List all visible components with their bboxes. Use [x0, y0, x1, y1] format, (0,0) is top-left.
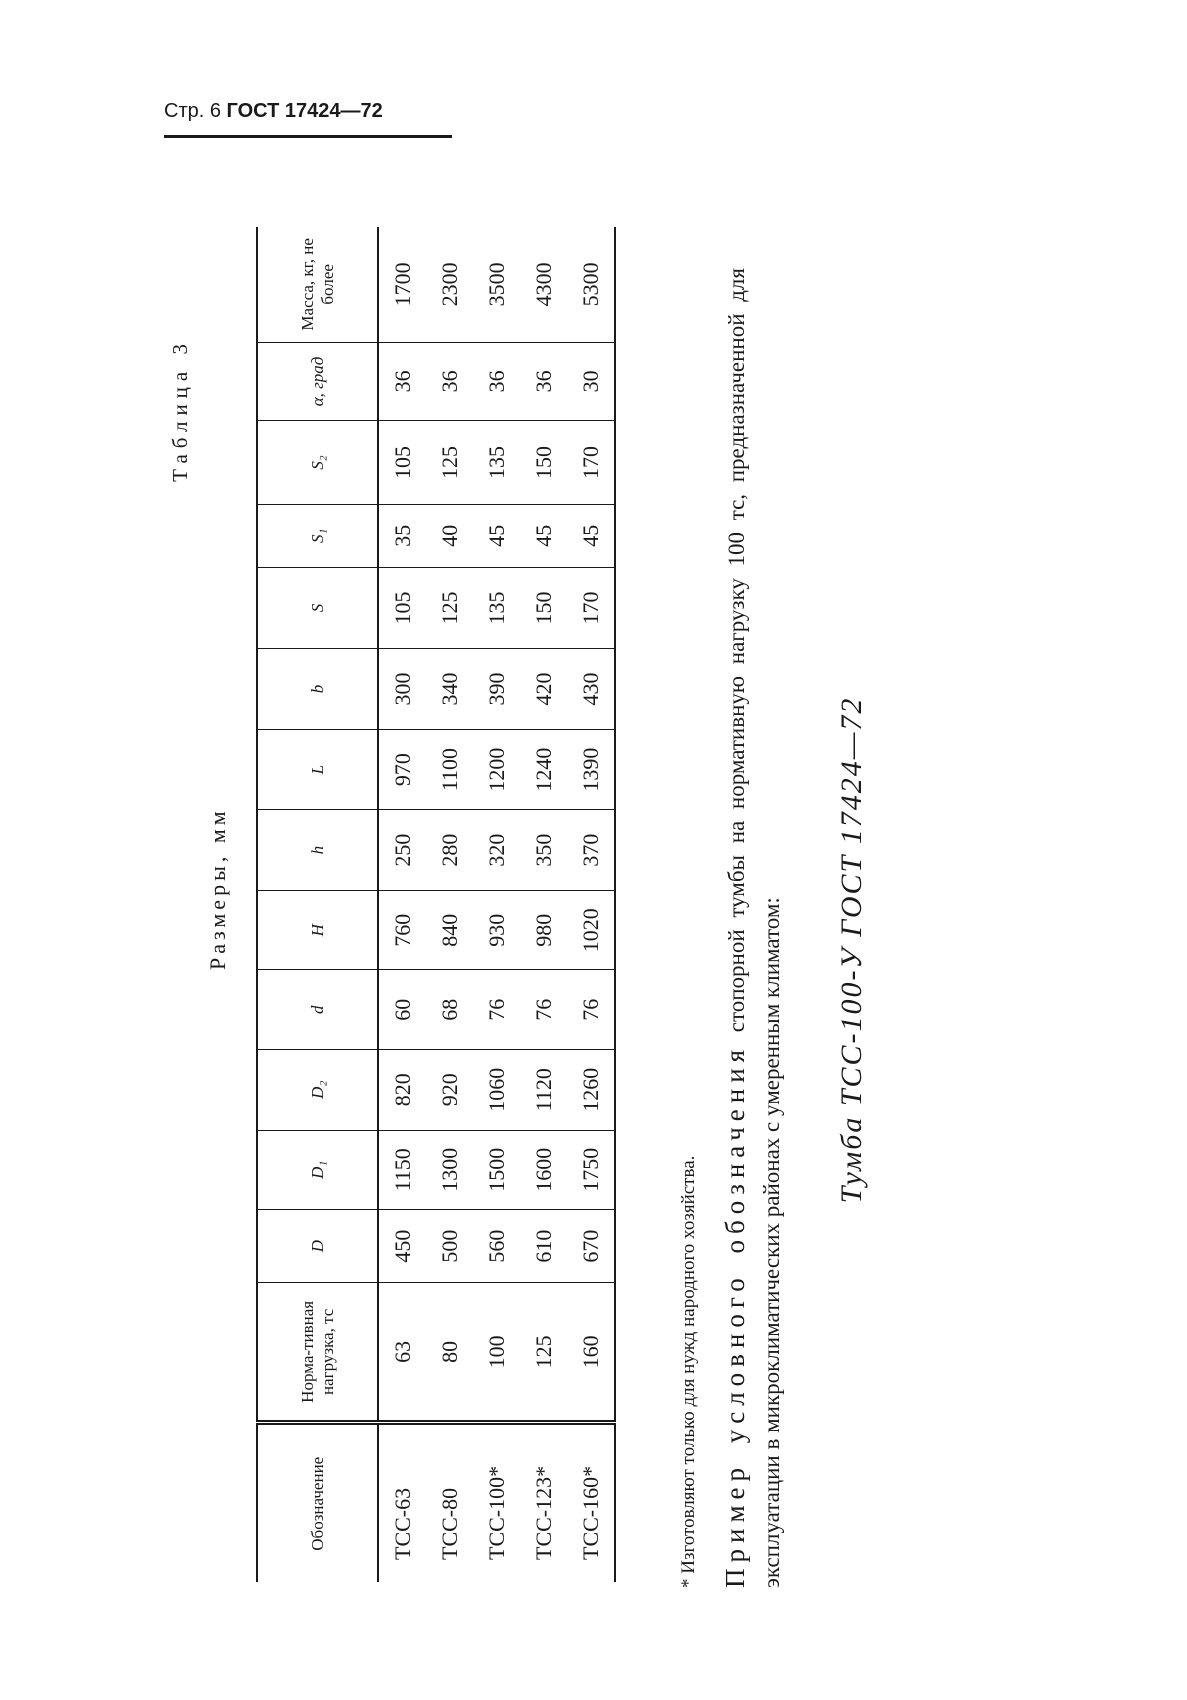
column-header-5: d: [257, 970, 378, 1050]
table-caption: Таблица 3: [168, 338, 192, 482]
column-header-12: S₂: [257, 421, 378, 505]
value-cell: 1600: [520, 1130, 567, 1210]
column-header-7: h: [257, 810, 378, 891]
value-cell: 76: [567, 970, 615, 1050]
value-cell: 980: [520, 890, 567, 970]
column-header-10: S: [257, 567, 378, 649]
value-cell: 1150: [378, 1130, 426, 1210]
value-cell: 1500: [473, 1130, 520, 1210]
value-cell: 135: [473, 421, 520, 505]
value-cell: 450: [378, 1210, 426, 1283]
column-header-14: Масса, кг, не более: [257, 227, 378, 342]
table-row: [378, 227, 426, 1582]
dimensions-table: [256, 227, 616, 1582]
value-cell: 560: [473, 1210, 520, 1283]
value-cell: 160: [567, 1283, 615, 1423]
standard-number: ГОСТ 17424—72: [226, 100, 383, 122]
value-cell: 1020: [567, 890, 615, 970]
value-cell: 930: [473, 890, 520, 970]
designation-cell: ТСС-100*: [483, 1465, 509, 1560]
value-cell: 1260: [567, 1049, 615, 1130]
value-cell: 5300: [567, 227, 615, 342]
column-header-8: L: [257, 729, 378, 810]
value-cell: 170: [567, 421, 615, 505]
value-cell: 68: [426, 970, 473, 1050]
header-rule: [164, 135, 452, 138]
value-cell: 370: [567, 810, 615, 891]
example-designation: Тумба ТСС-100-У ГОСТ 17424—72: [835, 696, 868, 1204]
value-cell: 1700: [378, 227, 426, 342]
example-lead: Пример условного обозначения: [720, 1043, 750, 1588]
value-cell: 40: [426, 504, 473, 567]
column-header-6: H: [257, 890, 378, 970]
footnote: * Изготовляют только для нужд народного хозяйства.: [678, 1155, 699, 1588]
column-header-1: Норма-тивная нагрузка, тс: [257, 1283, 378, 1423]
dimensions-caption: Размеры, мм: [205, 807, 230, 970]
value-cell: 80: [426, 1283, 473, 1423]
value-cell: 1200: [473, 729, 520, 810]
table-body: [378, 227, 615, 1582]
value-cell: 1750: [567, 1130, 615, 1210]
value-cell: 1120: [520, 1049, 567, 1130]
example-text: стопорной тумбы на нормативную нагрузку 100 тс, предназначенной для эксплуатации в микроклиматических районах с умеренным климатом:: [724, 268, 784, 1588]
value-cell: 350: [520, 810, 567, 891]
table-row: [473, 227, 520, 1582]
example-paragraph: [718, 268, 789, 1588]
value-cell: 76: [473, 970, 520, 1050]
value-cell: 100: [473, 1283, 520, 1423]
value-cell: 610: [520, 1210, 567, 1283]
value-cell: 125: [520, 1283, 567, 1423]
rotated-content: [0, 180, 900, 1700]
value-cell: 135: [473, 567, 520, 649]
value-cell: 280: [426, 810, 473, 891]
column-header-2: D: [257, 1210, 378, 1283]
value-cell: 150: [520, 567, 567, 649]
value-cell: 150: [520, 421, 567, 505]
value-cell: 250: [378, 810, 426, 891]
value-cell: 125: [426, 421, 473, 505]
value-cell: 45: [473, 504, 520, 567]
value-cell: 45: [520, 504, 567, 567]
value-cell: 36: [378, 342, 426, 420]
value-cell: 105: [378, 421, 426, 505]
value-cell: 76: [520, 970, 567, 1050]
column-header-0: Обозначение: [257, 1423, 378, 1582]
value-cell: 300: [378, 649, 426, 730]
value-cell: 670: [567, 1210, 615, 1283]
page-header: [164, 100, 452, 123]
value-cell: 500: [426, 1210, 473, 1283]
column-header-4: D₂: [257, 1049, 378, 1130]
value-cell: 320: [473, 810, 520, 891]
designation-cell: ТСС-80: [436, 1487, 462, 1560]
column-header-11: S₁: [257, 504, 378, 567]
value-cell: 63: [378, 1283, 426, 1423]
page-number: Стр. 6: [164, 100, 221, 122]
value-cell: 170: [567, 567, 615, 649]
value-cell: 60: [378, 970, 426, 1050]
value-cell: 1300: [426, 1130, 473, 1210]
value-cell: 430: [567, 649, 615, 730]
designation-cell: ТСС-160*: [567, 1423, 615, 1582]
value-cell: 920: [426, 1049, 473, 1130]
value-cell: 35: [378, 504, 426, 567]
value-cell: 840: [426, 890, 473, 970]
table-row: [426, 227, 473, 1582]
value-cell: 36: [426, 342, 473, 420]
column-header-9: b: [257, 649, 378, 730]
column-header-13: α, град: [257, 342, 378, 420]
value-cell: 760: [378, 890, 426, 970]
value-cell: 36: [520, 342, 567, 420]
value-cell: 3500: [473, 227, 520, 342]
value-cell: 125: [426, 567, 473, 649]
value-cell: 340: [426, 649, 473, 730]
table-row: [567, 227, 615, 1582]
value-cell: 820: [378, 1049, 426, 1130]
value-cell: 390: [473, 649, 520, 730]
value-cell: 45: [567, 504, 615, 567]
value-cell: 1390: [567, 729, 615, 810]
value-cell: 30: [567, 342, 615, 420]
designation-cell: ТСС-63: [389, 1487, 415, 1560]
table-header-row: [257, 227, 378, 1582]
table-row: [520, 227, 567, 1582]
designation-cell: ТСС-123*: [530, 1465, 556, 1560]
value-cell: 4300: [520, 227, 567, 342]
value-cell: 420: [520, 649, 567, 730]
value-cell: 1100: [426, 729, 473, 810]
value-cell: 1240: [520, 729, 567, 810]
column-header-3: D₁: [257, 1130, 378, 1210]
value-cell: 105: [378, 567, 426, 649]
value-cell: 36: [473, 342, 520, 420]
value-cell: 2300: [426, 227, 473, 342]
value-cell: 970: [378, 729, 426, 810]
value-cell: 1060: [473, 1049, 520, 1130]
